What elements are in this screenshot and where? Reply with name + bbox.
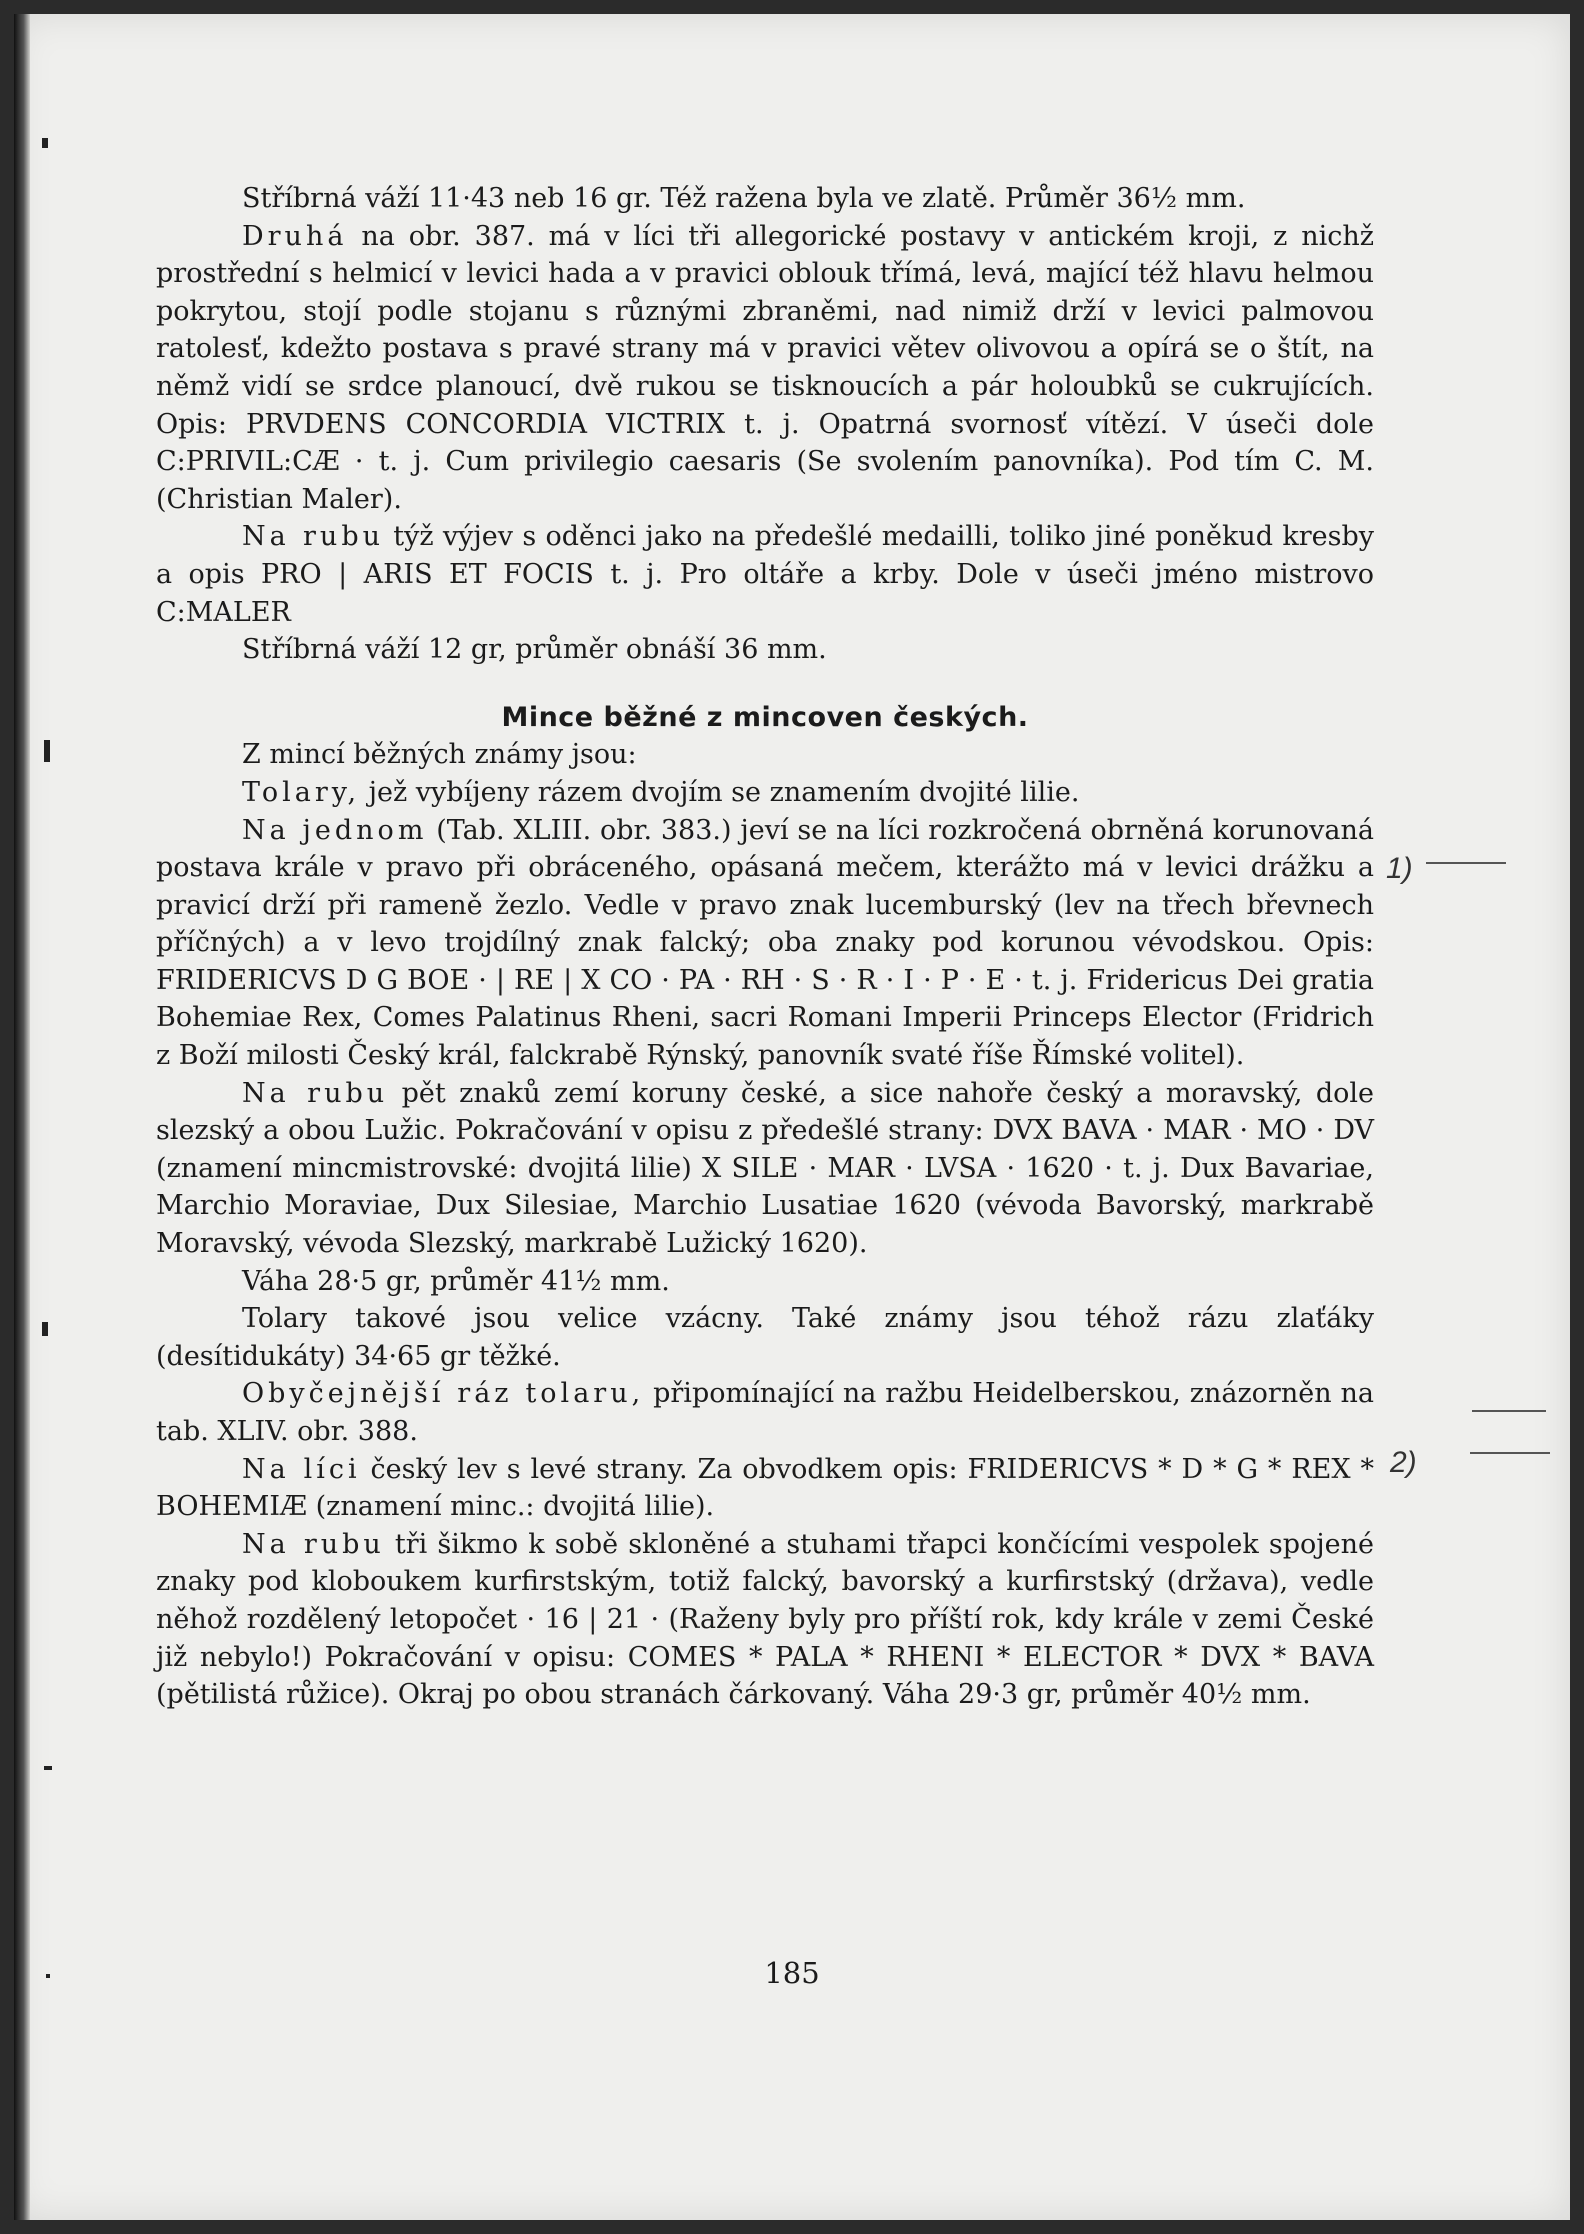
page-number: 185 <box>764 1956 820 1990</box>
paragraph-lead: Na rubu <box>242 1077 389 1109</box>
paragraph <box>156 180 1374 218</box>
margin-dash <box>1470 1452 1550 1454</box>
scan-mark <box>44 1766 52 1770</box>
scan-mark <box>44 740 50 762</box>
paragraph-text: jež vybíjeny rázem dvojím se znamením dvojité lilie. <box>360 776 1080 808</box>
section-heading: Mince běžné z mincoven českých. <box>501 701 1029 733</box>
paragraph <box>156 1300 1374 1375</box>
paragraph <box>156 1263 1374 1301</box>
paragraph-text: týž výjev s oděnci jako na předešlé medailli, toliko jiné poněkud kresby a opis PRO | ARIS ET FOCIS t. j. Pro oltáře a krby. Dole v úseči jméno mistrovo C:MALER <box>156 521 1375 628</box>
body-text <box>156 180 1374 1714</box>
scan-mark <box>42 138 48 148</box>
paragraph-lead: Obyčejnější ráz tolaru, <box>242 1378 645 1410</box>
paragraph-lead: Na rubu <box>242 521 384 553</box>
book-spine-shadow <box>14 14 30 2220</box>
paragraph-text: tři šikmo k sobě skloněné a stuhami třapci končícími vespolek spojené znaky pod kloboukem kurfirstským, totiž falcký, bavorský a kurfirstský (država), vedle něhož rozdělený letopočet · 16 | 21 · (Raženy byly pro příští rok, kdy krále v zemi České již nebylo!) Pokračování v opisu: COMES * PALA * RHENI * ELECTOR * DVX * BAVA (pětilistá růžice). Okraj po obou stranách čárkovaný. Váha 29·3 gr, průměr 40½ mm. <box>156 1528 1374 1711</box>
margin-dash <box>1426 862 1506 864</box>
paragraph-text: český lev s levé strany. Za obvodkem opis: FRIDERICVS * D * G * REX * BOHEMIÆ (znamení minc.: dvojitá lilie). <box>156 1453 1374 1523</box>
scan-mark <box>42 1322 48 1336</box>
paragraph-text: pět znaků zemí koruny české, a sice nahoře český a moravský, dole slezský a obou Lužic. Pokračování v opisu z předešlé strany: DVX BAVA · MAR · MO · DV (znamení mincmistrovské: dvojitá lilie) X SILE · MAR · LVSA · 1620 · t. j. Dux Bavariae, Marchio Moraviae, Dux Silesiae, Marchio Lusatiae 1620 (vévoda Bavorský, markrabě Moravský, vévoda Slezský, markrabě Lužický 1620). <box>156 1077 1374 1260</box>
paragraph <box>156 812 1374 1075</box>
paragraph-text: Stříbrná váží 11·43 neb 16 gr. Též ražena byla ve zlatě. Průměr 36½ mm. <box>242 183 1246 214</box>
margin-note-2: 2) <box>1390 1446 1417 1479</box>
paragraph-lead: Druhá <box>242 220 348 252</box>
paragraph-text: Stříbrná váží 12 gr, průměr obnáší 36 mm. <box>242 634 827 666</box>
paragraph-text: Z mincí běžných známy jsou: <box>242 739 637 771</box>
paragraph-text: Váha 28·5 gr, průměr 41½ mm. <box>242 1265 670 1297</box>
margin-note-1: 1) <box>1386 852 1413 885</box>
paragraph-text: na obr. 387. má v líci tři allegorické postavy v antickém kroji, z nichž prostřední s helmicí v levici hada a v pravici oblouk třímá, levá, mající též hlavu helmou pokrytou, stojí podle stojanu s různými zbraněmi, nad nimiž drží v levici palmovou ratolesť, kdežto postava s pravé strany má v pravici větev olivovou a opírá se o štít, na němž vidí se srdce planoucí, dvě rukou se tisknoucích a pár holoubků se cukrujících. Opis: PRVDENS CONCORDIA VICTRIX t. j. Opatrná svornosť vítězí. V úseči dole C:PRIVIL:CÆ · t. j. Cum privilegio caesaris (Se svolením panovníka). Pod tím C. M. (Christian Maler). <box>156 220 1374 515</box>
paragraph <box>156 774 1374 812</box>
paragraph <box>156 631 1374 669</box>
paragraph <box>156 1075 1374 1263</box>
paragraph <box>156 218 1374 519</box>
page <box>14 14 1570 2220</box>
paragraph-lead: Na rubu <box>242 1528 385 1560</box>
paragraph <box>156 518 1374 631</box>
paragraph-text: (Tab. XLIII. obr. 383.) jeví se na líci rozkročená obrněná korunovaná postava krále v pravo při obráceného, opásaná mečem, kterážto má v levici drážku a pravicí drží při rameně žezlo. Vedle v pravo znak lucemburský (lev na třech břevnech příčných) a v levo trojdílný znak falcký; oba znaky pod korunou vévodskou. Opis: FRIDERICVS D G BOE · | RE | X CO · PA · RH · S · R · I · P · E · t. j. Fridericus Dei gratia Bohemiae Rex, Comes Palatinus Rheni, sacri Romani Imperii Princeps Elector (Fridrich z Boží milosti Český král, falckrabě Rýnský, panovník svaté říše Římské volitel). <box>156 814 1374 1072</box>
paragraph-lead: Tolary, <box>242 776 361 808</box>
scan-mark <box>46 1974 50 1978</box>
paragraph <box>156 1375 1374 1450</box>
paragraph-lead: Na líci <box>242 1453 361 1485</box>
paragraph <box>156 736 1374 774</box>
paragraph <box>156 1526 1374 1714</box>
margin-dash <box>1472 1410 1546 1412</box>
paragraph-text: Tolary takové jsou velice vzácny. Také známy jsou téhož rázu zlaťáky (desítidukáty) 34·65 gr těžké. <box>156 1303 1374 1372</box>
paragraph-lead: Na jednom <box>242 814 428 846</box>
paragraph <box>156 1451 1374 1526</box>
paragraph-text: připomínající na ražbu Heidelberskou, znázorněn na tab. XLIV. obr. 388. <box>156 1378 1374 1447</box>
